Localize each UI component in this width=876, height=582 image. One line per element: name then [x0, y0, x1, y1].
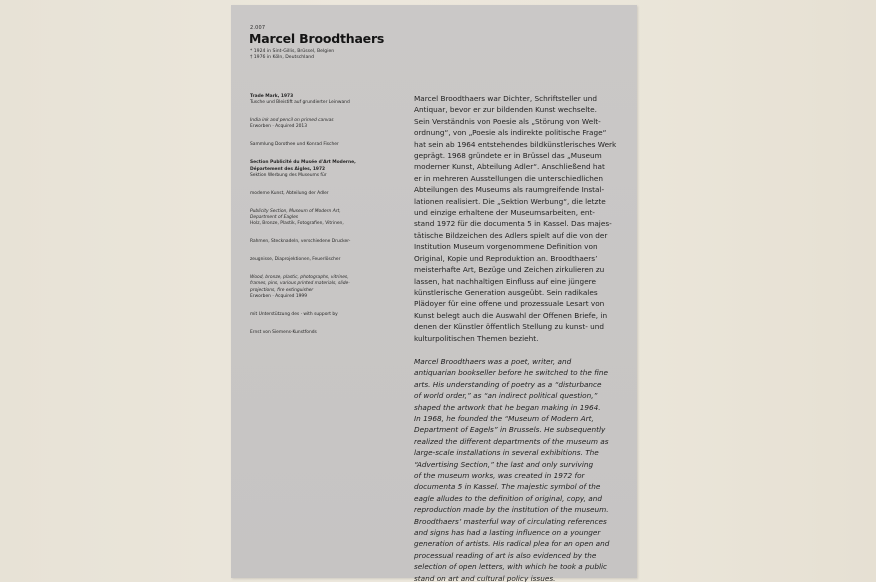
english-text-line: eagle alludes to the definition of original, copy, and: [414, 493, 603, 503]
german-text-line: stand 1972 für die documenta 5 in Kassel. Das majes-: [414, 219, 612, 229]
german-text-line: Kunst belegt auch die Auswahl der Offenen Briefe, in: [414, 310, 608, 320]
german-text-line: moderner Kunst, Abteilung Adler“. Anschließend hat: [414, 162, 605, 172]
german-text-line: kulturpolitischen Themen bezieht.: [414, 333, 539, 343]
german-text-line: Plädoyer für eine offene und prozessuale Lesart von: [414, 299, 605, 309]
artist-name: Marcel Broodthaers: [249, 31, 385, 46]
birth-line: * 1924 in Sint-Gillis, Brüssel, Belgien: [250, 49, 335, 54]
artwork-detail-line: Trade Mark, 1973: [250, 94, 294, 99]
death-line: † 1976 in Köln, Deutschland: [250, 55, 315, 61]
english-text-line: reproduction made by the institution of the museum.: [414, 505, 609, 515]
artwork-entry: [250, 160, 360, 335]
english-text-line: realized the different departments of the museum as: [414, 436, 609, 446]
artwork-detail-line: Wood, bronze, plastic, photographs, vitrines,: [250, 275, 349, 281]
english-text-line: arts. His understanding of poetry as a “disturbance: [414, 379, 602, 389]
artwork-detail-line: Publicity Section, Museum of Modern Art,: [250, 208, 341, 214]
english-text-line: In 1968, he founded the “Museum of Modern Art,: [414, 413, 594, 423]
german-text-line: hat sein ab 1964 entstehendes bildkünstlerisches Werk: [414, 139, 617, 149]
german-text-line: geprägt. 1968 gründete er in Brüssel das „Museum: [414, 151, 602, 161]
artwork-detail-line: Département des Aigles, 1972: [250, 166, 326, 172]
artwork-detail-line: Sektion Werbung des Museums für: [250, 172, 327, 178]
english-text-line: Broodthaers’ masterful way of circulating references: [414, 516, 607, 526]
german-text-line: Antiquar, bevor er zur bildenden Kunst wechselte.: [414, 105, 597, 115]
german-text-line: meisterhafte Art, Bezüge und Zeichen zirkulieren zu: [414, 265, 605, 275]
artwork-detail-line: Holz, Bronze, Plastik, Fotografien, Vitrinen,: [250, 221, 344, 227]
artwork-detail-line: mit Unterstützung des · with support by: [250, 311, 338, 317]
english-text-line: selection of open letters, with which he took a public: [414, 562, 608, 572]
artwork-detail-line: Department of Eagles: [250, 214, 299, 220]
english-text-line: Marcel Broodthaers was a poet, writer, and: [414, 356, 572, 366]
english-text-line: documenta 5 in Kassel. The majestic symbol of the: [414, 482, 601, 492]
description-column: [414, 93, 629, 582]
artwork-detail-line: Rahmen, Stecknadeln, verschiedene Drucker-: [250, 239, 351, 245]
english-text-line: generation of artists. His radical plea for an open and: [414, 539, 610, 549]
german-text-line: lationen realisiert. Die „Sektion Werbung“, die letzte: [414, 196, 606, 206]
artwork-detail-line: Ernst von Siemens-Kunstfonds: [250, 329, 317, 335]
english-text-line: processual reading of art is also evidenced by the: [414, 550, 597, 560]
german-text-line: Original, Kopie und Reproduktion an. Broodthaers’: [414, 253, 598, 263]
german-text-line: künstlerische Generation ausgeübt. Sein radikales: [414, 287, 598, 297]
german-text-line: Institution Museum vorgenommene Definition von: [414, 242, 598, 252]
german-text-line: Marcel Broodthaers war Dichter, Schriftsteller und: [414, 94, 597, 103]
german-text-line: er in mehreren Ausstellungen die unterschiedlichen: [414, 173, 604, 183]
artwork-entry: [250, 94, 360, 148]
english-text-line: stand on art and cultural policy issues.: [414, 573, 556, 582]
artwork-detail-line: India ink and pencil on primed canvas: [250, 118, 334, 124]
description-german: [414, 93, 629, 344]
artwork-detail-line: zeugnisse, Diaprojektionen, Feuerlöscher: [250, 257, 341, 263]
artwork-detail-line: projections, fire extinguisher: [250, 287, 314, 293]
english-text-line: shaped the artwork that he began making in 1964.: [414, 402, 601, 412]
english-text-line: Department of Eagels” in Brussels. He subsequently: [414, 425, 606, 435]
english-text-line: “Advertising Section,” the last and only surviving: [414, 459, 594, 469]
works-list: [250, 94, 360, 348]
artwork-detail-line: moderne Kunst, Abteilung der Adler: [250, 190, 329, 196]
inventory-number: 2.007: [250, 25, 266, 31]
german-text-line: Abteilungen des Museums als raumgreifende Instal-: [414, 185, 605, 195]
english-text-line: and signs has had a lasting influence on a younger: [414, 528, 601, 538]
german-text-line: ordnung“, von „Poesie als indirekte politische Frage“: [414, 128, 607, 138]
german-text-line: lassen, hat nachhaltigen Einfluss auf eine jüngere: [414, 276, 597, 286]
artwork-detail-line: Section Publicité du Musée d'Art Moderne,: [250, 160, 356, 166]
artwork-detail-line: Erworben · Acquired 1999: [250, 293, 308, 299]
english-text-line: of world order,” as “an indirect political question,”: [414, 391, 598, 401]
artwork-detail-line: Sammlung Dorothee und Konrad Fischer: [250, 142, 339, 148]
artwork-detail-line: frames, pins, various printed materials, slide-: [250, 281, 350, 287]
artwork-detail-line: Tusche und Bleistift auf grundierter Leinwand: [250, 100, 350, 106]
english-text-line: of the museum works, was created in 1972 for: [414, 471, 585, 480]
german-text-line: und einzige erhaltene der Museumsarbeiten, ent-: [414, 208, 595, 218]
artist-bio: [250, 49, 334, 62]
english-text-line: large-scale installations in several exhibitions. The: [414, 448, 599, 458]
description-english: [414, 356, 629, 582]
wall-label-panel: [231, 5, 637, 582]
english-text-line: antiquarian bookseller before he switched to the fine: [414, 368, 608, 378]
artwork-detail-line: Erworben · Acquired 2013: [250, 124, 308, 130]
german-text-line: denen der Künstler öffentlich Stellung zu kunst- und: [414, 322, 605, 332]
german-text-line: Sein Verständnis von Poesie als „Störung von Welt-: [414, 116, 601, 126]
german-text-line: tätische Bildzeichen des Adlers spielt auf die von der: [414, 230, 608, 240]
